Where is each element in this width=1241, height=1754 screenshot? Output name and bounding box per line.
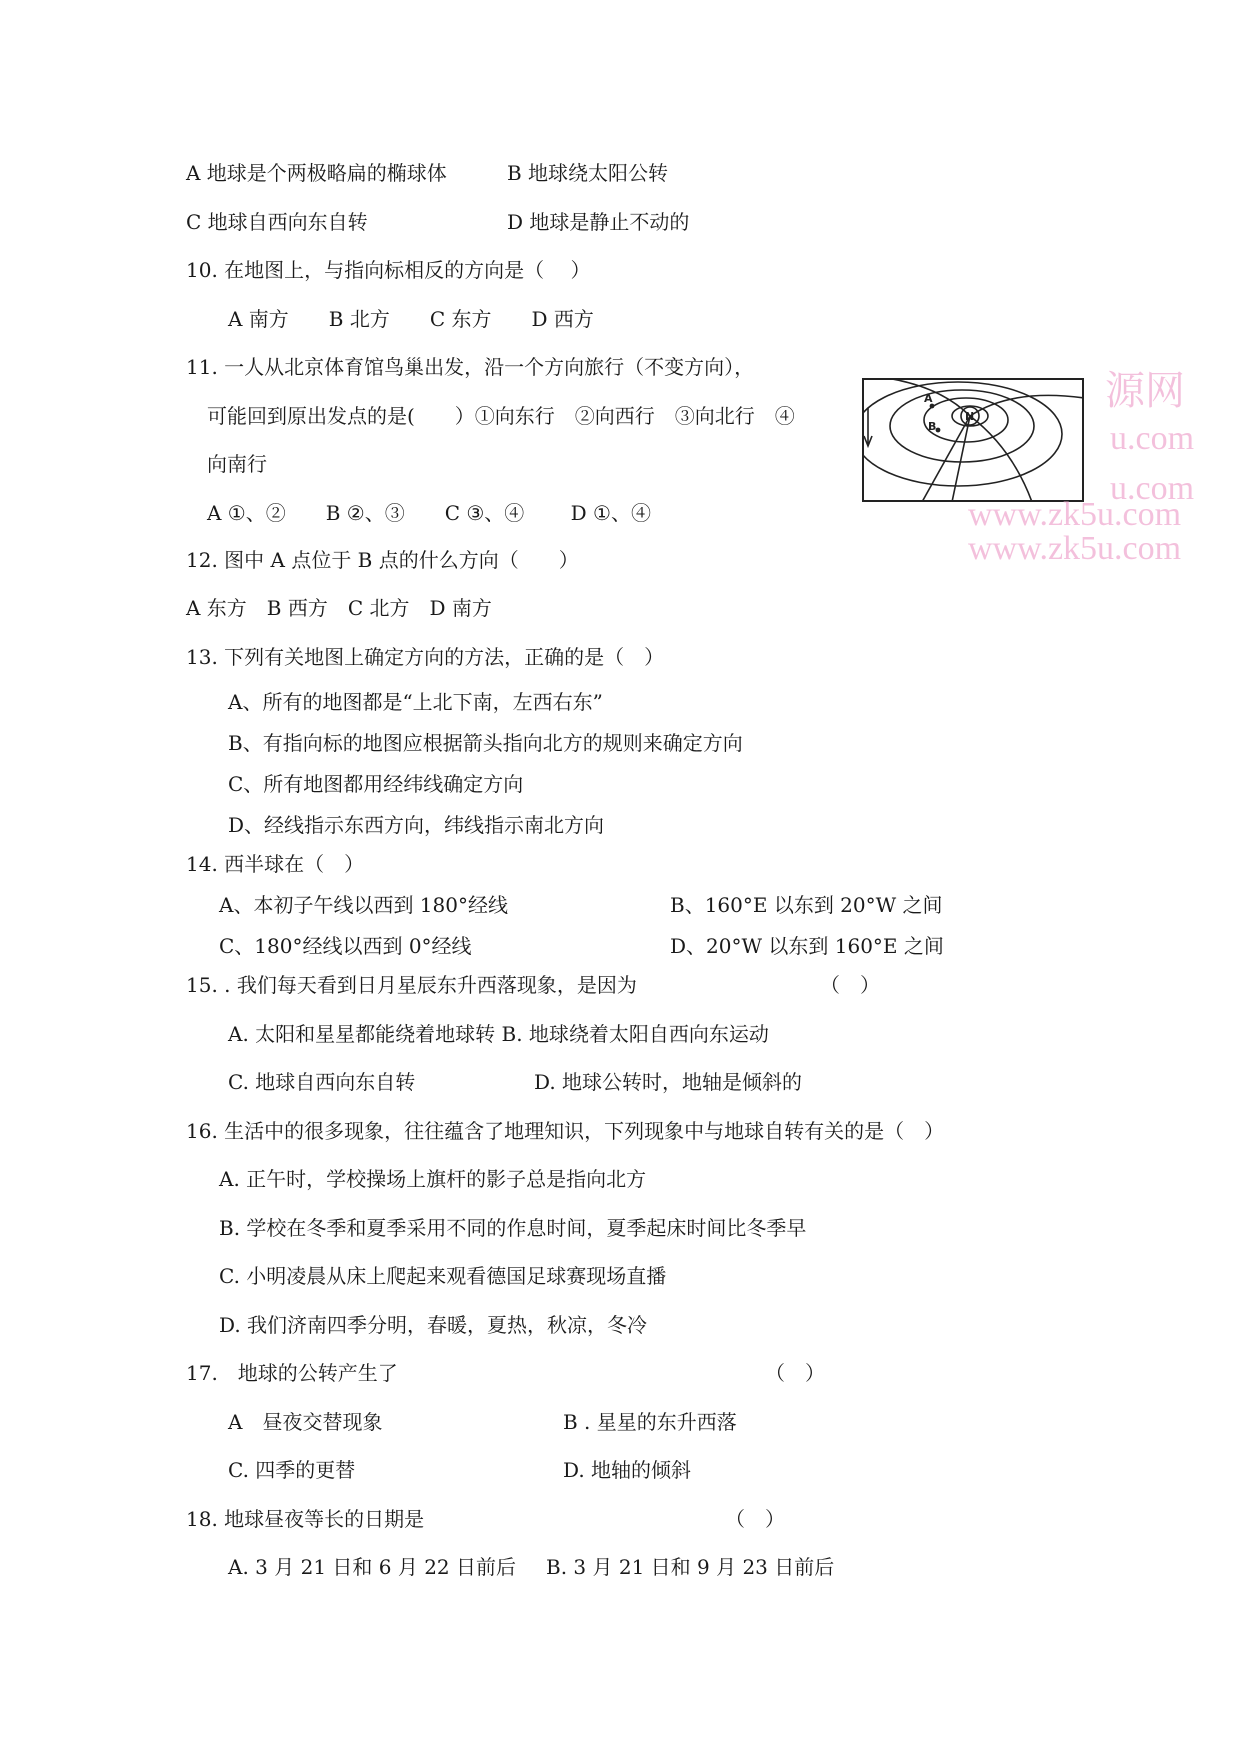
watermark-line-2: u.com <box>1110 420 1195 457</box>
label-n: N <box>965 410 975 423</box>
q15-stem: 15. . 我们每天看到日月星辰东升西落现象，是因为 <box>186 973 637 997</box>
q14-option-a: A、本初子午线以西到 180°经线 <box>219 893 508 917</box>
q16-option-a: A. 正午时，学校操场上旗杆的影子总是指向北方 <box>219 1167 647 1191</box>
watermark-line-4: www.zk5u.com <box>968 496 1182 533</box>
watermark-line-3: u.com <box>1110 470 1195 507</box>
q18-option-a: A. 3 月 21 日和 6 月 22 日前后 <box>228 1555 517 1579</box>
q14-option-b: B、160°E 以东到 20°W 之间 <box>670 893 943 917</box>
label-a: A <box>924 392 933 405</box>
q15-bracket: （ ） <box>820 973 880 997</box>
watermark-line-5: www.zk5u.com <box>968 530 1182 567</box>
q16-option-c: C. 小明凌晨从床上爬起来观看德国足球赛现场直播 <box>219 1264 667 1288</box>
q11-options: A ①、② B ②、③ C ③、④ D ①、④ <box>207 501 651 525</box>
q9-option-b: B 地球绕太阳公转 <box>507 161 669 185</box>
q11-stem-2: 可能回到原出发点的是( ）①向东行 ②向西行 ③向北行 ④ <box>207 404 795 428</box>
q17-option-c: C. 四季的更替 <box>228 1458 356 1482</box>
q16-option-d: D. 我们济南四季分明，春暖，夏热，秋凉，冬冷 <box>219 1313 648 1337</box>
q10-stem: 10. 在地图上，与指向标相反的方向是（ ） <box>186 258 591 282</box>
label-b: B <box>928 420 937 433</box>
q15-option-ab: A. 太阳和星星都能绕着地球转 B. 地球绕着太阳自西向东运动 <box>228 1022 769 1046</box>
q9-option-a: A 地球是个两极略扁的椭球体 <box>186 161 447 185</box>
q15-option-c: C. 地球自西向东自转 <box>228 1070 416 1094</box>
polar-map-figure <box>862 378 1084 502</box>
q13-stem: 13. 下列有关地图上确定方向的方法，正确的是（ ） <box>186 645 665 669</box>
q9-option-d: D 地球是静止不动的 <box>507 210 690 234</box>
q14-option-d: D、20°W 以东到 160°E 之间 <box>670 934 944 958</box>
q14-stem: 14. 西半球在（ ） <box>186 852 365 876</box>
q12-options: A 东方 B 西方 C 北方 D 南方 <box>186 596 492 620</box>
q11-stem-1: 11. 一人从北京体育馆鸟巢出发，沿一个方向旅行（不变方向）， <box>186 355 755 379</box>
q11-stem-3: 向南行 <box>207 452 267 476</box>
q13-option-c: C、所有地图都用经纬线确定方向 <box>228 772 524 796</box>
q16-option-b: B. 学校在冬季和夏季采用不同的作息时间，夏季起床时间比冬季早 <box>219 1216 807 1240</box>
q13-option-b: B、有指向标的地图应根据箭头指向北方的规则来确定方向 <box>228 731 743 755</box>
q17-option-b: B . 星星的东升西落 <box>563 1410 737 1434</box>
q14-option-c: C、180°经线以西到 0°经线 <box>219 934 472 958</box>
q9-option-c: C 地球自西向东自转 <box>186 210 368 234</box>
q10-options: A 南方 B 北方 C 东方 D 西方 <box>228 307 594 331</box>
q17-option-d: D. 地轴的倾斜 <box>563 1458 692 1482</box>
q15-option-d: D. 地球公转时，地轴是倾斜的 <box>534 1070 803 1094</box>
q17-stem: 17. 地球的公转产生了 <box>186 1361 398 1385</box>
q17-option-a: A 昼夜交替现象 <box>228 1410 383 1434</box>
q12-stem: 12. 图中 A 点位于 B 点的什么方向（ ） <box>186 548 579 572</box>
q18-stem: 18. 地球昼夜等长的日期是 <box>186 1507 425 1531</box>
q16-stem: 16. 生活中的很多现象，往往蕴含了地理知识，下列现象中与地球自转有关的是（ ） <box>186 1119 945 1143</box>
q18-bracket: （ ） <box>725 1507 785 1531</box>
q17-bracket: （ ） <box>765 1361 825 1385</box>
q18-option-b: B. 3 月 21 日和 9 月 23 日前后 <box>546 1555 835 1579</box>
q13-option-d: D、经线指示东西方向，纬线指示南北方向 <box>228 813 605 837</box>
watermark-line-1: 源网 <box>1105 368 1185 413</box>
q13-option-a: A、所有的地图都是“上北下南，左西右东” <box>228 690 603 714</box>
